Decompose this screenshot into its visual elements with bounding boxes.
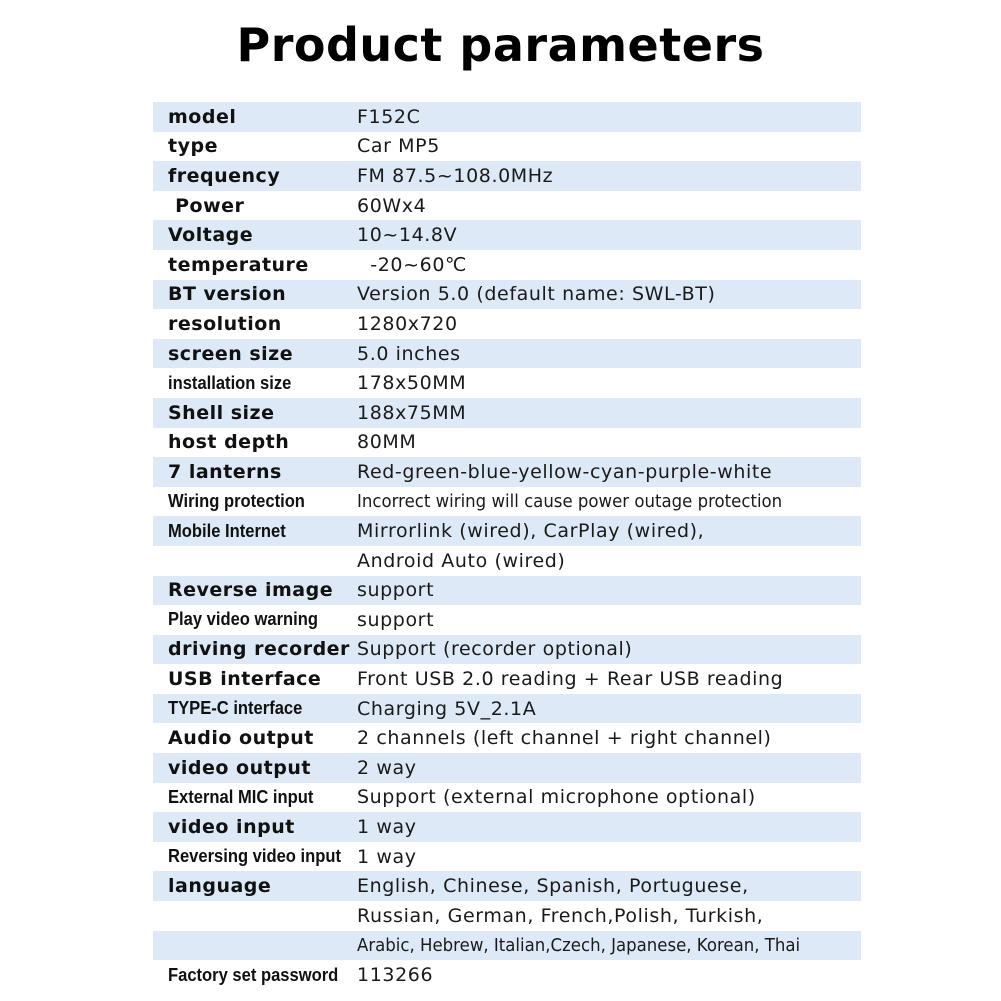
- param-value: 80MM: [357, 431, 417, 454]
- table-row: [153, 220, 861, 250]
- table-row: [153, 871, 861, 901]
- param-key: Mobile Internet: [168, 520, 286, 541]
- table-row: [153, 576, 861, 606]
- param-key: installation size: [168, 372, 292, 393]
- page-title: Product parameters: [236, 18, 765, 72]
- param-key: resolution: [168, 312, 282, 335]
- table-row: [153, 398, 861, 428]
- table-row: [153, 102, 861, 132]
- param-key: video output: [168, 756, 311, 779]
- table-row: [153, 132, 861, 162]
- param-key: External MIC input: [168, 786, 314, 807]
- param-key: Audio output: [168, 727, 314, 750]
- param-value: Support (recorder optional): [357, 638, 633, 661]
- param-key: type: [168, 135, 218, 158]
- param-value: Russian, German, French,Polish, Turkish,: [357, 904, 764, 927]
- param-value: Support (external microphone optional): [357, 786, 756, 809]
- param-key: TYPE-C interface: [168, 698, 303, 719]
- param-value: Charging 5V_2.1A: [357, 697, 537, 720]
- param-key: video input: [168, 816, 295, 839]
- param-key: model: [168, 105, 237, 128]
- param-key: Factory set password: [168, 964, 339, 985]
- param-value: 5.0 inches: [357, 342, 461, 365]
- table-row: [153, 901, 861, 931]
- param-key: Reverse image: [168, 579, 334, 602]
- table-row: [153, 457, 861, 487]
- param-key: Shell size: [168, 401, 275, 424]
- table-row: [153, 280, 861, 310]
- param-key: host depth: [168, 431, 290, 454]
- table-row: [153, 605, 861, 635]
- table-row: [153, 428, 861, 458]
- table-row: [153, 812, 861, 842]
- param-value: Incorrect wiring will cause power outage protection: [357, 491, 783, 513]
- table-row: [153, 250, 861, 280]
- param-value: 2 channels (left channel + right channel): [357, 727, 772, 750]
- param-key: USB interface: [168, 668, 322, 691]
- table-row: [153, 487, 861, 517]
- table-row: [153, 931, 861, 961]
- param-value: Mirrorlink (wired), CarPlay (wired),: [357, 520, 705, 543]
- param-value: support: [357, 608, 435, 631]
- param-value: Arabic, Hebrew, Italian,Czech, Japanese, Korean, Thai: [357, 934, 801, 956]
- param-value: support: [357, 579, 435, 602]
- table-row: [153, 309, 861, 339]
- param-value: 60Wx4: [357, 194, 427, 217]
- param-key: Play video warning: [168, 609, 319, 630]
- param-key: temperature: [168, 253, 309, 276]
- table-row: [153, 723, 861, 753]
- table-row: [153, 783, 861, 813]
- param-value: 113266: [357, 964, 434, 987]
- param-key: 7 lanterns: [168, 460, 282, 483]
- param-value: English, Chinese, Spanish, Portuguese,: [357, 875, 749, 898]
- table-row: [153, 960, 861, 990]
- table-row: [153, 694, 861, 724]
- table-row: [153, 368, 861, 398]
- table-row: [153, 191, 861, 221]
- table-row: [153, 339, 861, 369]
- table-row: [153, 753, 861, 783]
- param-value: 2 way: [357, 756, 417, 779]
- param-key: language: [168, 875, 272, 898]
- param-value: 1 way: [357, 816, 417, 839]
- table-row: [153, 635, 861, 665]
- param-value: FM 87.5~108.0MHz: [357, 164, 554, 187]
- param-value: 10~14.8V: [357, 224, 458, 247]
- param-value: F152C: [357, 105, 421, 128]
- param-value: Red-green-blue-yellow-cyan-purple-white: [357, 460, 773, 483]
- param-key: frequency: [168, 164, 281, 187]
- table-row: [153, 664, 861, 694]
- param-value: Front USB 2.0 reading + Rear USB reading: [357, 668, 784, 691]
- parameters-table: [153, 102, 861, 990]
- param-value: Android Auto (wired): [357, 549, 566, 572]
- param-key: screen size: [168, 342, 294, 365]
- param-value: -20~60℃: [357, 253, 467, 276]
- param-key: Power: [168, 194, 245, 217]
- param-value: 188x75MM: [357, 401, 467, 424]
- param-key: Voltage: [168, 224, 254, 247]
- param-value: 1280x720: [357, 312, 458, 335]
- param-key: Reversing video input: [168, 846, 342, 867]
- table-row: [153, 546, 861, 576]
- param-key: Wiring protection: [168, 491, 305, 512]
- table-row: [153, 842, 861, 872]
- param-value: 1 way: [357, 845, 417, 868]
- table-row: [153, 516, 861, 546]
- param-key: driving recorder: [168, 638, 350, 661]
- param-value: 178x50MM: [357, 372, 467, 395]
- param-key: BT version: [168, 283, 287, 306]
- param-value: Version 5.0 (default name: SWL-BT): [357, 283, 716, 306]
- param-value: Car MP5: [357, 135, 440, 158]
- table-row: [153, 161, 861, 191]
